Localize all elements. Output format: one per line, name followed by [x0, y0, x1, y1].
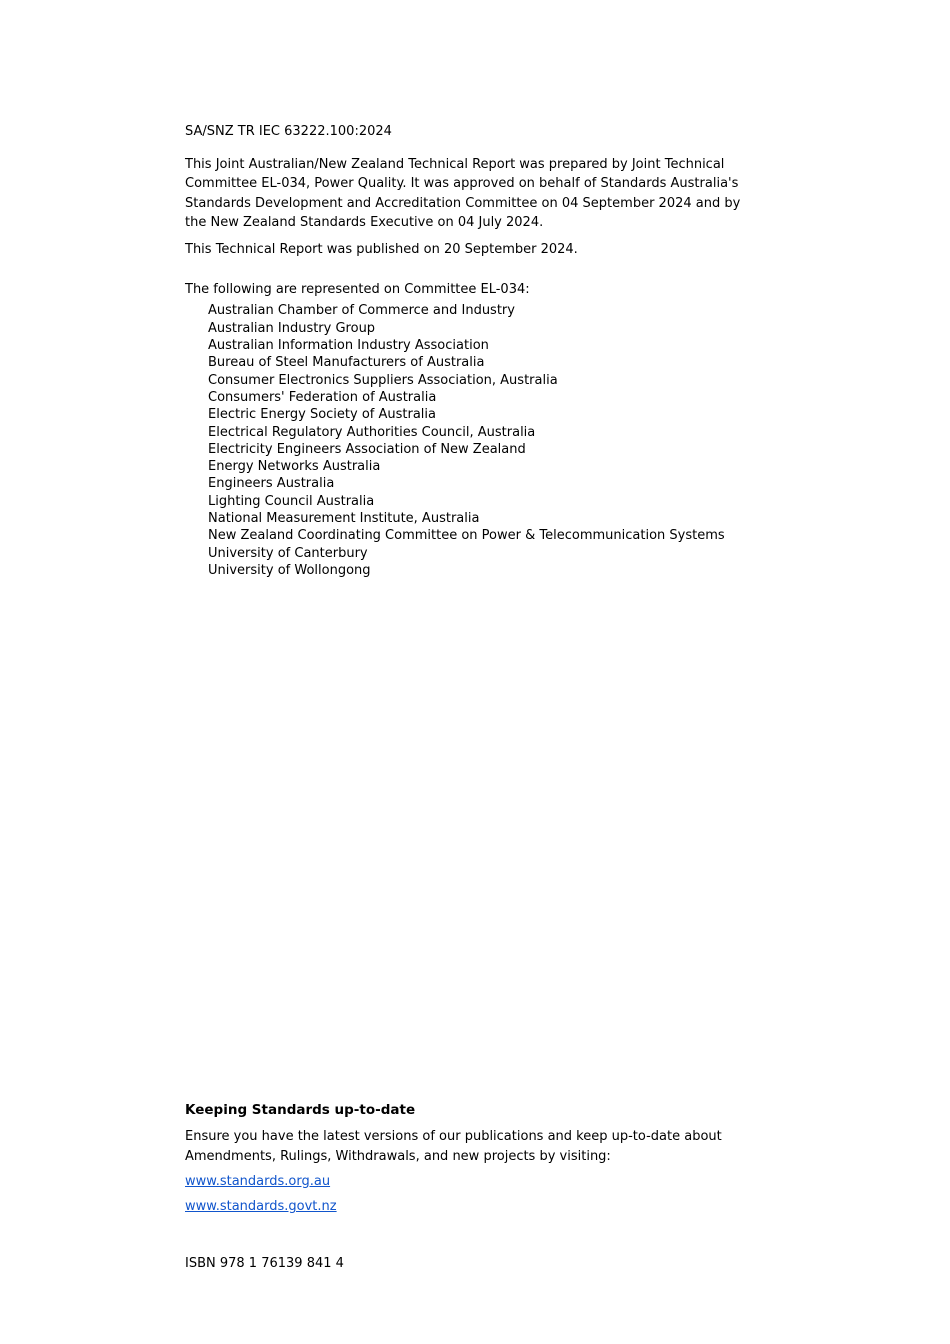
isbn: ISBN 978 1 76139 841 4: [185, 1256, 344, 1271]
committee-member: Electricity Engineers Association of New Zealand: [208, 441, 526, 457]
standards-org-au-line: [185, 1173, 745, 1191]
standards-govt-nz-line: [185, 1198, 745, 1216]
committee-member: Consumer Electronics Suppliers Association, Australia: [208, 372, 558, 388]
standards-org-au-link[interactable]: www.standards.org.au: [185, 1174, 331, 1189]
committee-member: University of Canterbury: [208, 545, 368, 561]
committee-member: National Measurement Institute, Australia: [208, 511, 480, 526]
committee-member: Electrical Regulatory Authorities Council, Australia: [208, 424, 536, 440]
committee-member: Australian Chamber of Commerce and Industry: [208, 303, 515, 319]
committee-member: Energy Networks Australia: [208, 459, 381, 475]
published-paragraph: This Technical Report was published on 20 September 2024.: [185, 241, 578, 257]
standards-govt-nz-link[interactable]: www.standards.govt.nz: [185, 1199, 337, 1214]
committee-member: New Zealand Coordinating Committee on Power & Telecommunication Systems: [208, 528, 725, 544]
committee-member: Consumers' Federation of Australia: [208, 389, 437, 405]
committee-member: Engineers Australia: [208, 476, 335, 492]
page-content: [185, 122, 745, 1273]
prepared-paragraph: This Joint Australian/New Zealand Technical Report was prepared by Joint Technical Committee EL-034, Power Quality. It was approved on behalf of Standards Australia's Standards Development and Accreditation Committee on 04 September 2024 and by the New Zealand Standards Executive on 04 July 2024.: [185, 157, 741, 231]
committee-member-list: [208, 302, 745, 579]
document-code: SA/SNZ TR IEC 63222.100:2024: [185, 124, 392, 139]
committee-member: University of Wollongong: [208, 562, 371, 578]
committee-member: Electric Energy Society of Australia: [208, 407, 437, 423]
keeping-standards-body: Ensure you have the latest versions of our publications and keep up-to-date about Amendments, Rulings, Withdrawals, and new projects by visiting:: [185, 1129, 722, 1164]
committee-member: Bureau of Steel Manufacturers of Australia: [208, 355, 485, 371]
keeping-standards-heading: Keeping Standards up-to-date: [185, 1102, 416, 1119]
committee-member: Australian Information Industry Association: [208, 338, 489, 354]
committee-intro: The following are represented on Committee EL-034:: [185, 282, 530, 298]
committee-member: Lighting Council Australia: [208, 493, 375, 509]
committee-member: Australian Industry Group: [208, 320, 376, 336]
